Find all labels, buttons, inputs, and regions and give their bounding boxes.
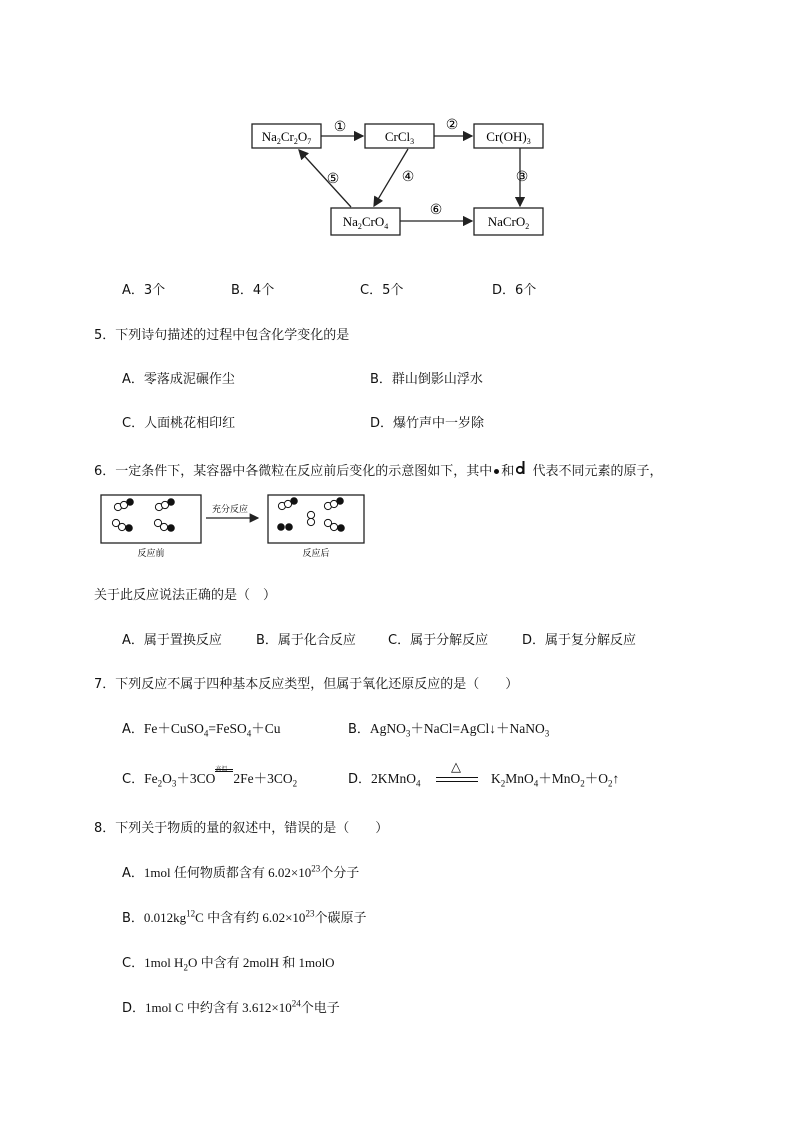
q4-option-b: B．4个 bbox=[231, 283, 275, 298]
q7-option-b: B．AgNO$_3$＋NaCl=AgCl↓＋NaNO$_3$ bbox=[348, 721, 550, 739]
q6-option-c: C．属于分解反应 bbox=[388, 633, 489, 648]
step-3: ③ bbox=[515, 170, 529, 185]
q4-option-a: A．3个 bbox=[122, 283, 166, 298]
q7-option-d-equation: 2KMnO$_4$ bbox=[371, 771, 421, 789]
q7-option-a: A．Fe＋CuSO$_4$=FeSO$_4$＋Cu bbox=[122, 721, 281, 739]
q8-option-d: D．1mol C 中约含有 $3.612\times 10^{24}$个电子 bbox=[122, 998, 340, 1016]
q7-option-b-equation: AgNO$_3$＋NaCl=AgCl↓＋NaNO$_3$ bbox=[369, 721, 550, 739]
reaction-diagram bbox=[96, 490, 366, 560]
label-crcl3: CrCl$_3$ bbox=[384, 129, 415, 146]
q6-stem-and: 和 bbox=[501, 464, 515, 479]
label-croh3: $Cr(OH)_3$ bbox=[486, 129, 531, 146]
q7-option-a-equation: Fe＋CuSO$_4$=FeSO$_4$＋Cu bbox=[143, 721, 281, 739]
q4-option-c: C．5个 bbox=[360, 283, 404, 298]
q5-option-d: D．爆竹声中一岁除 bbox=[370, 416, 485, 431]
after-label: 反应后 bbox=[302, 548, 330, 558]
q6-option-b: B．属于化合反应 bbox=[256, 633, 356, 648]
q6-question: 关于此反应说法正确的是（ ） bbox=[94, 588, 277, 603]
label-nacro2: NaCrO$_2$ bbox=[487, 214, 530, 231]
q5-option-c: C．人面桃花相印红 bbox=[122, 416, 236, 431]
condition-high-temp: 高温 bbox=[215, 770, 233, 788]
q7-option-d: D．2KMnO$_4$ bbox=[348, 771, 421, 789]
q7-option-c-equation: $Fe_2O_3+3CO$ 高温 $2Fe+3CO_2$ bbox=[144, 766, 298, 789]
q4-option-d: D．6个 bbox=[492, 283, 537, 298]
label-na2cr2o7: $Na_2Cr_2O_7$ bbox=[261, 129, 312, 146]
q7-option-c: C．$Fe_2O_3+3CO$ 高温 $2Fe+3CO_2$ bbox=[122, 766, 298, 789]
step-6: ⑥ bbox=[429, 203, 443, 218]
condition-heat bbox=[436, 760, 480, 786]
q6-option-a: A．属于置换反应 bbox=[122, 633, 222, 648]
arrow-5 bbox=[299, 150, 351, 207]
q6-option-d: D．属于复分解反应 bbox=[522, 633, 637, 648]
step-2: ② bbox=[445, 118, 459, 133]
atom-d-icon bbox=[516, 460, 526, 481]
q5-stem: 5．下列诗句描述的过程中包含化学变化的是 bbox=[94, 328, 350, 343]
q8-stem: 8．下列关于物质的量的叙述中，错误的是（ ） bbox=[94, 821, 389, 836]
arrow-label: 充分反应 bbox=[211, 504, 249, 514]
label-na2cro4: $Na_2CrO_4$ bbox=[342, 214, 389, 231]
q8-option-c: C．1mol $H_2O$ 中含有 2molH 和 1molO bbox=[122, 955, 335, 973]
q7-option-d-products: $K_2MnO_4+MnO_2+O_2↑$ bbox=[491, 771, 620, 789]
heat-triangle-icon: △ bbox=[451, 760, 461, 775]
q6-stem-prefix: 6．一定条件下，某容器中各微粒在反应前后变化的示意图如下，其中 bbox=[94, 464, 493, 479]
q5-option-b: B．群山倒影山浮水 bbox=[370, 372, 483, 387]
step-5: ⑤ bbox=[326, 172, 340, 187]
flowchart-svg bbox=[0, 0, 794, 260]
q8-option-a: A．1mol 任何物质都含有 $6.02\times 10^{23}$个分子 bbox=[122, 863, 360, 881]
q8-option-b: B．$0.012kg^{12}C$ 中含有约 $6.02\times 10^{23}$个碳原子 bbox=[122, 908, 367, 926]
step-4: ④ bbox=[401, 170, 415, 185]
q6-stem-suffix: 代表不同元素的原子， bbox=[532, 464, 663, 479]
atom-black-icon bbox=[494, 469, 499, 474]
before-label: 反应前 bbox=[137, 548, 165, 558]
q6-stem bbox=[94, 460, 662, 481]
q5-option-a: A．零落成泥碾作尘 bbox=[122, 372, 235, 387]
q7-stem: 7．下列反应不属于四种基本反应类型，但属于氧化还原反应的是（ ） bbox=[94, 677, 519, 692]
step-1: ① bbox=[333, 120, 347, 135]
